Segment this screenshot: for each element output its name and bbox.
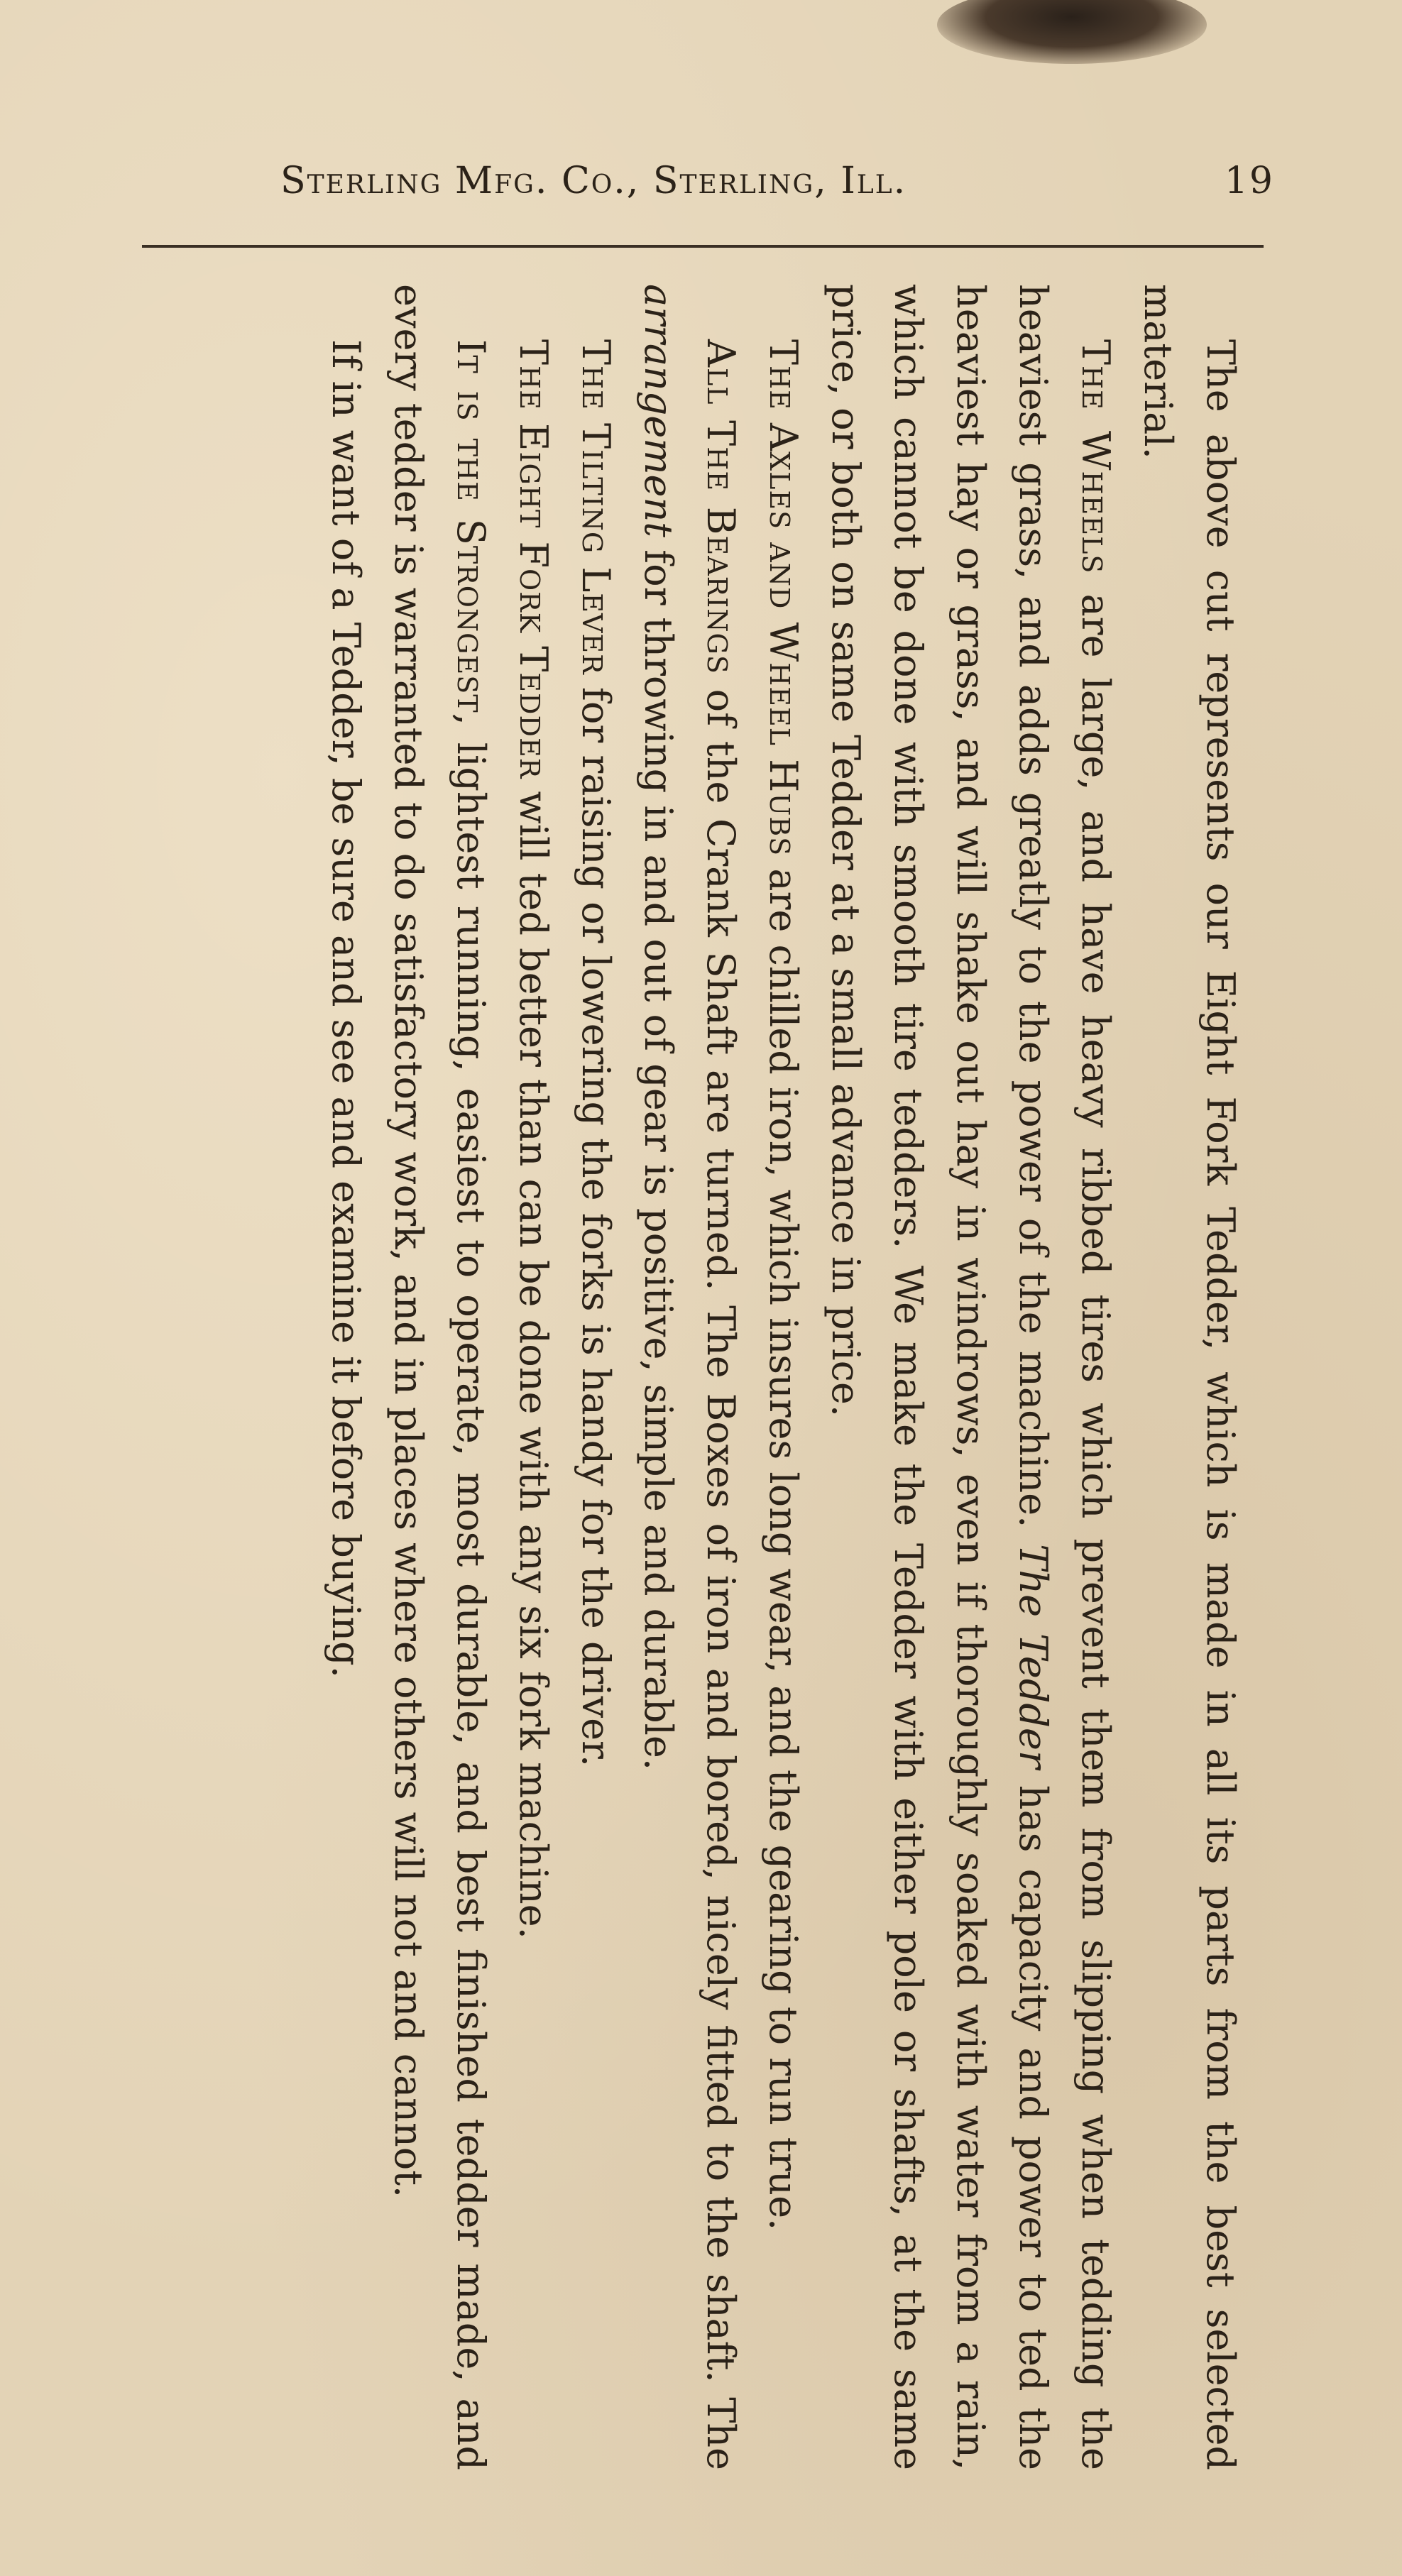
paragraph-text: If in want of a Tedder, be sure and see and examine it before buying.: [324, 339, 368, 1678]
paragraph-closing: [314, 284, 377, 2470]
paragraph-lead: All The Bearings: [699, 339, 743, 674]
paragraph-tilting-lever: [564, 284, 627, 2470]
paragraph-text: has capacity and power to ted the heaviest hay or grass, and will shake out hay in windrows, even if thoroughly soaked with water from a rain, which cannot be done with smooth tire tedders. We make the Tedder with either pole or shafts, at the same price, or both on same Tedder at a small advance in price.: [823, 284, 1056, 2470]
paragraph-eight-fork: [502, 284, 564, 2470]
paragraph-italic: The Tedder: [1011, 1544, 1056, 1769]
paragraph-lead: The Eight Fork Tedder: [511, 339, 556, 779]
paragraph-text: for raising or lowering the forks is handy for the driver.: [574, 674, 618, 1767]
paragraph-italic: arrangement: [636, 284, 681, 537]
paragraph-text: will ted better than can be done with any six fork machine.: [511, 779, 556, 1939]
paragraph-strongest: [377, 284, 502, 2470]
running-head: [280, 160, 1274, 217]
paragraph-lead: The Wheels: [1073, 339, 1118, 574]
paragraph-text: for throwing in and out of gear is positive, simple and durable.: [636, 537, 681, 1770]
paragraph-text: The above cut represents our Eight Fork Tedder, which is made in all its parts from the best selected material.: [1136, 284, 1243, 2470]
paragraph-text: are large, and have heavy ribbed tires which prevent them from slipping when tedding the heaviest grass, and adds greatly to the power of the machine.: [1011, 284, 1118, 2470]
paragraph-text: are chilled iron, which insures long wear, and the gearing to run true.: [761, 856, 806, 2231]
running-title: Sterling Mfg. Co., Sterling, Ill.: [280, 160, 907, 202]
page-number: 19: [1224, 160, 1274, 202]
paragraph-text: of the Crank Shaft are turned. The Boxes of iron and bored, nicely fitted to the shaft. The: [699, 674, 743, 2470]
paragraph-lead: The Axles and Wheel Hubs: [761, 339, 806, 857]
paragraph-text: lightest running, easiest to operate, most durable, and best finished tedder made, and every tedder is warranted to do satisfactory work, and in places where others will not and cannot.: [386, 284, 493, 2470]
paragraph-lead: It is the Strongest,: [449, 339, 493, 726]
paragraph-axles: [752, 284, 814, 2470]
paragraph-lead: The Tilting Lever: [574, 339, 618, 675]
paragraph-bearings: [627, 284, 752, 2470]
paragraph-tedder-intro: [1127, 284, 1252, 2470]
header-rule: [142, 245, 1264, 248]
paragraph-wheels: [814, 284, 1127, 2470]
body-text: [116, 284, 1252, 2470]
